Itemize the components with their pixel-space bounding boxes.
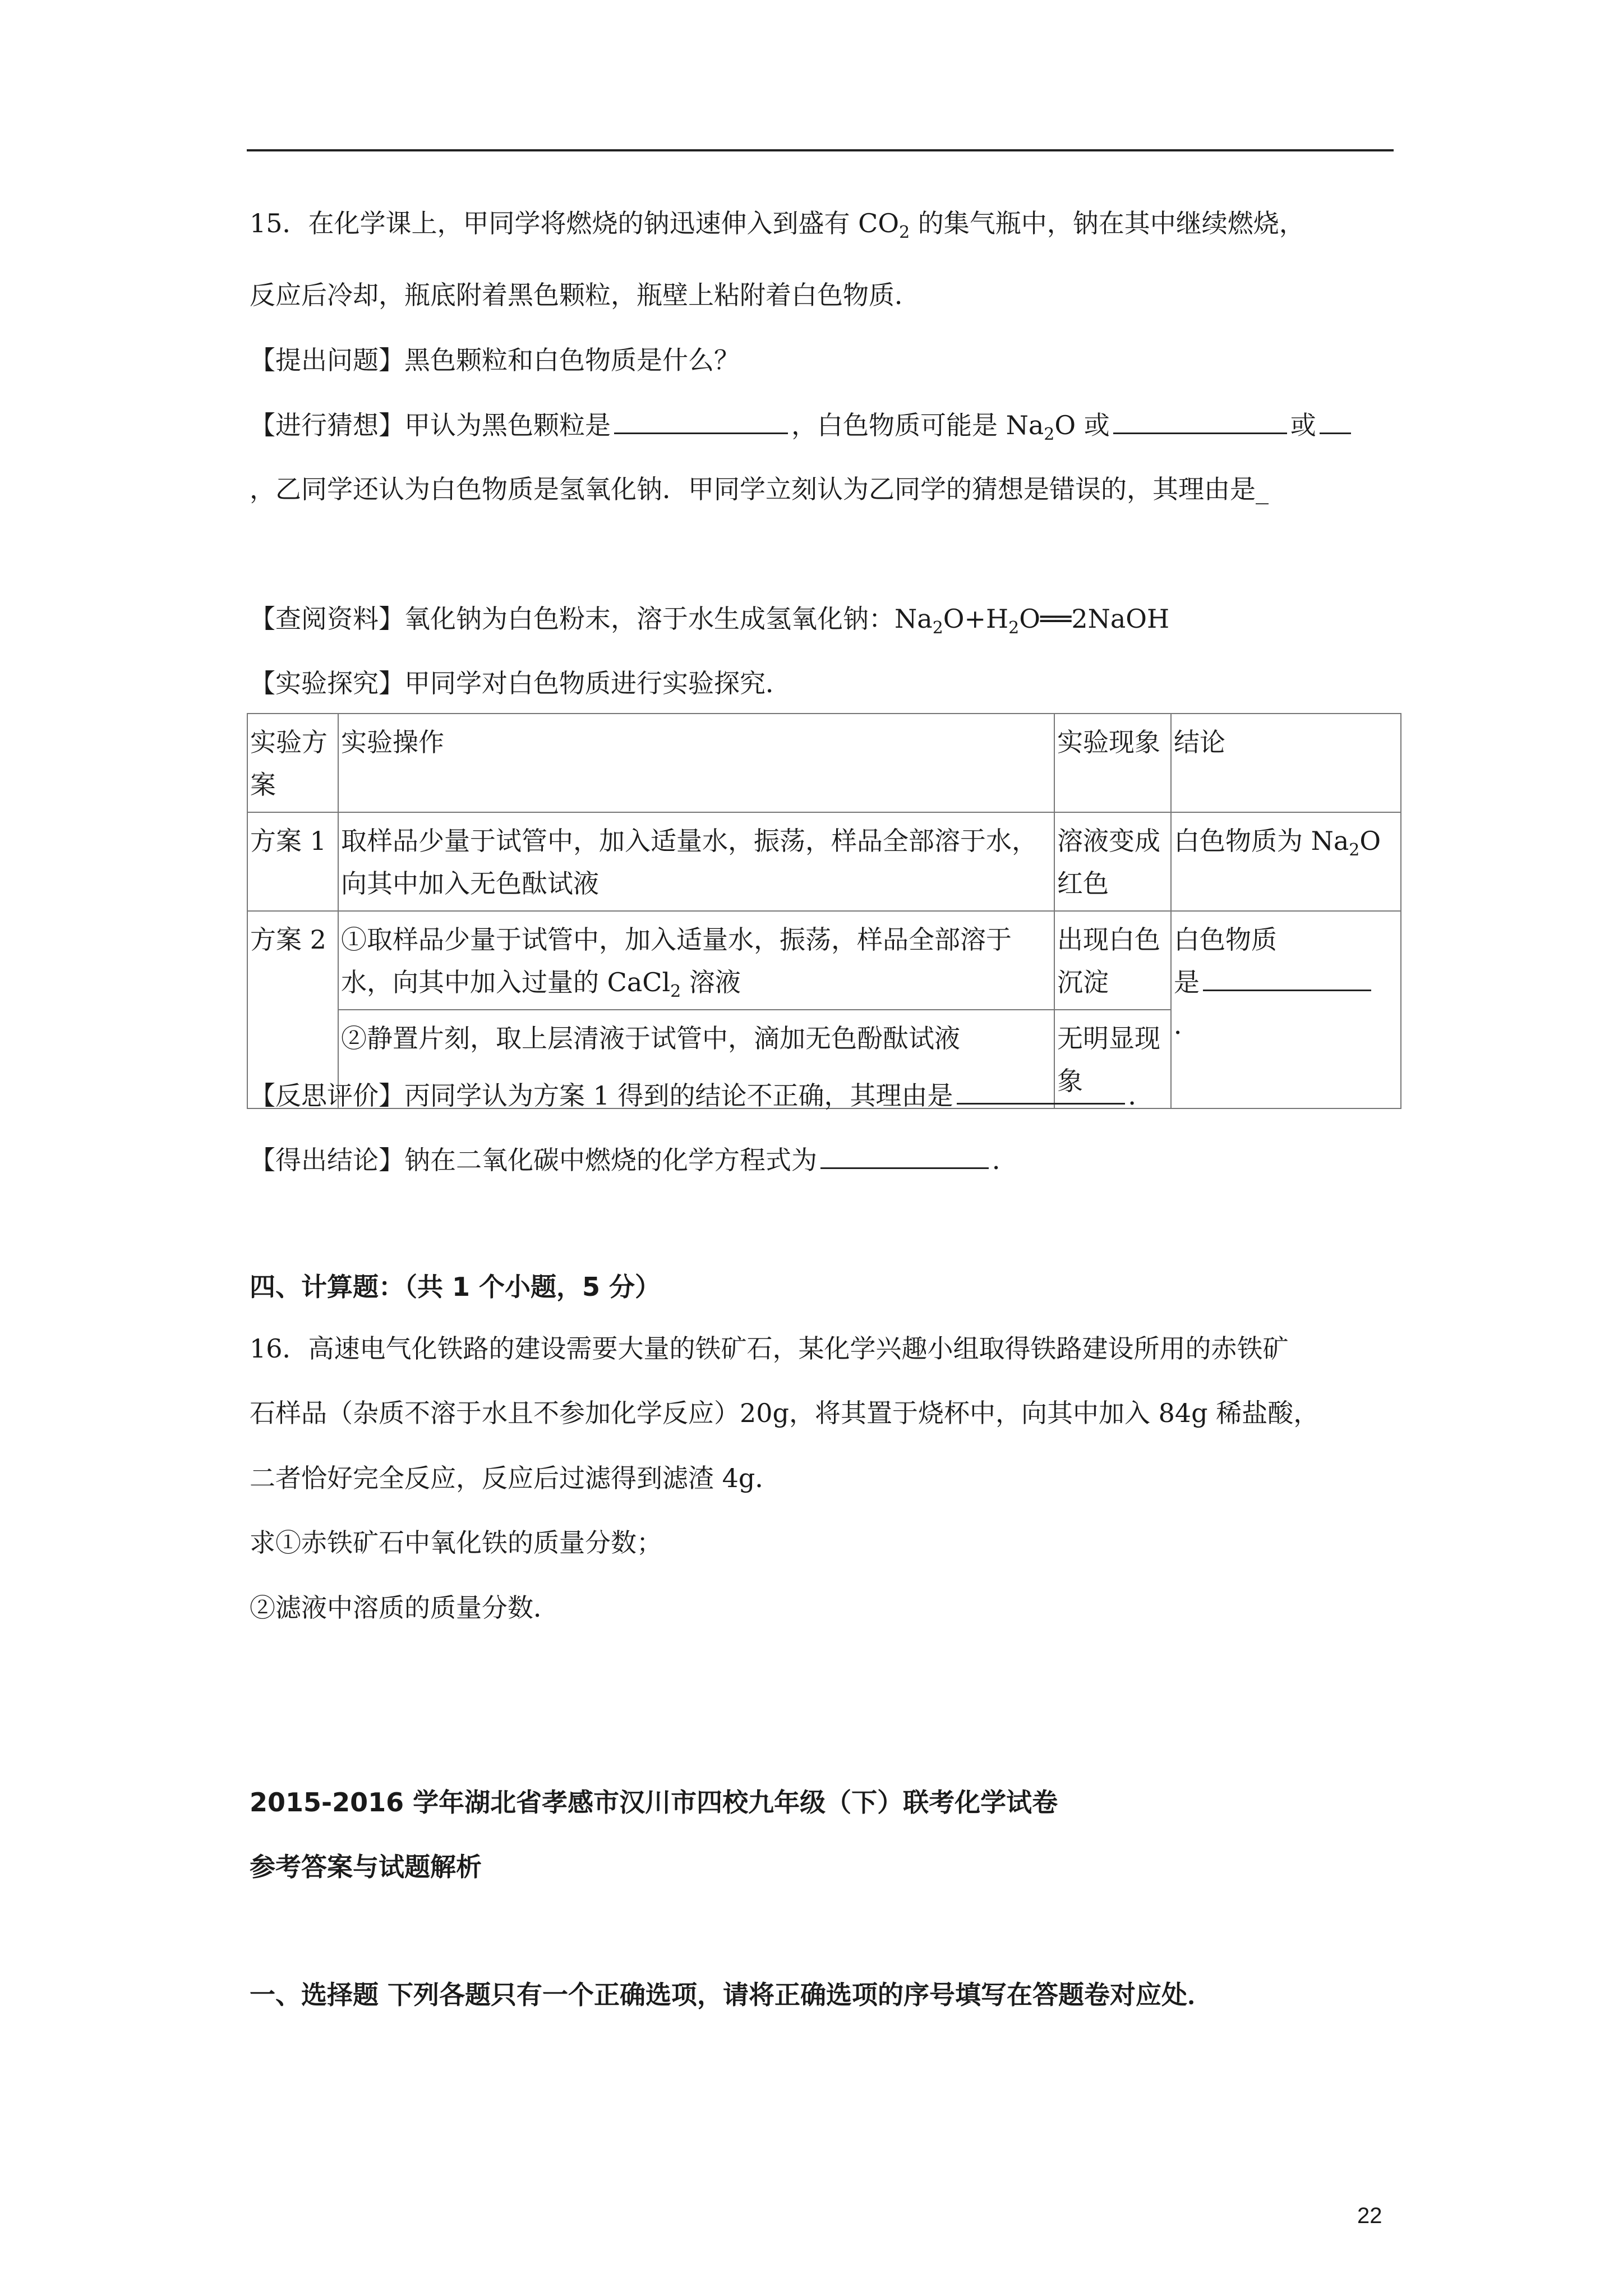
q15-reference: 【查阅资料】氧化钠为白色粉末，溶于水生成氢氧化钠：$Na_2O+H_2O══2NaOH$ <box>250 604 1170 638</box>
exam-title: 2015-2016 学年湖北省孝感市汉川市四校九年级（下）联考化学试卷 <box>250 1787 1058 1818</box>
table-cell: ①取样品少量于试管中，加入适量水，振荡，样品全部溶于水，向其中加入过量的 CaCl$_2$ 溶液 <box>338 911 1054 1010</box>
table-row <box>247 911 1401 1010</box>
table-cell: 溶液变成红色 <box>1054 812 1171 911</box>
q16-line-2: 石样品（杂质不溶于水且不参加化学反应）20g，将其置于烧杯中，向其中加入 84g 稀盐酸， <box>250 1398 1320 1428</box>
q16-line-4: 求①赤铁矿石中氧化铁的质量分数； <box>250 1527 662 1558</box>
table-cell: ②静置片刻，取上层清液于试管中，滴加无色酚酞试液 <box>338 1010 1054 1108</box>
experiment-table <box>247 713 1401 1109</box>
q15-reflection: 【反思评价】丙同学认为方案 1 得到的结论不正确，其理由是 ． <box>250 1078 1154 1112</box>
q15-line-5: ，乙同学还认为白色物质是氢氧化钠．甲同学立刻认为乙同学的猜想是错误的，其理由是_ <box>250 474 1269 504</box>
answer-blank <box>820 1143 989 1169</box>
section-4-title: 四、计算题：（共 1 个小题，5 分） <box>250 1272 661 1302</box>
section-1-title: 一、选择题 下列各题只有一个正确选项，请将正确选项的序号填写在答题卷对应处． <box>250 1980 1214 2010</box>
table-cell: 方案 2 <box>247 911 338 1108</box>
q15-line-1: 15．在化学课上，甲同学将燃烧的钠迅速伸入到盛有 $CO_2$ 的集气瓶中，钠在其中继续燃烧， <box>250 208 1305 243</box>
table-cell: 方案 1 <box>247 812 338 911</box>
table-header: 结论 <box>1171 714 1401 812</box>
header-rule <box>247 149 1394 151</box>
table-header: 实验现象 <box>1054 714 1171 812</box>
q15-hypothesis: 【进行猜想】甲认为黑色颗粒是 ，白色物质可能是 $Na_2O$ 或 或 <box>250 408 1354 442</box>
q16-line-1: 16．高速电气化铁路的建设需要大量的铁矿石，某化学兴趣小组取得铁路建设所用的赤铁矿 <box>250 1333 1289 1364</box>
answer-blank <box>1320 408 1351 434</box>
table-cell: 白色物质 是． <box>1171 911 1401 1108</box>
answer-blank <box>1203 965 1371 991</box>
page-number: 22 <box>1357 2203 1382 2228</box>
table-cell: 无明显现象 <box>1054 1010 1171 1108</box>
q15-line-2: 反应后冷却，瓶底附着黑色颗粒，瓶壁上粘附着白色物质． <box>250 280 920 310</box>
table-cell: 白色物质为 $Na_2O$ <box>1171 812 1401 911</box>
answer-blank <box>1113 408 1287 434</box>
answer-blank <box>614 408 788 434</box>
table-cell: 取样品少量于试管中，加入适量水，振荡，样品全部溶于水，向其中加入无色酞试液 <box>338 812 1054 911</box>
answer-title: 参考答案与试题解析 <box>250 1852 482 1882</box>
table-row <box>247 812 1401 911</box>
q15-question: 【提出问题】黑色颗粒和白色物质是什么？ <box>250 345 740 375</box>
table-header: 实验操作 <box>338 714 1054 812</box>
q16-line-5: ②滤液中溶质的质量分数． <box>250 1593 559 1623</box>
q16-line-3: 二者恰好完全反应，反应后过滤得到滤渣 4g． <box>250 1463 781 1493</box>
table-header: 实验方案 <box>247 714 338 812</box>
q15-conclusion: 【得出结论】钠在二氧化碳中燃烧的化学方程式为 ． <box>250 1143 1018 1177</box>
table-cell: 出现白色沉淀 <box>1054 911 1171 1010</box>
q15-experiment-intro: 【实验探究】甲同学对白色物质进行实验探究． <box>250 668 791 698</box>
answer-blank <box>957 1078 1125 1105</box>
table-row <box>247 714 1401 812</box>
